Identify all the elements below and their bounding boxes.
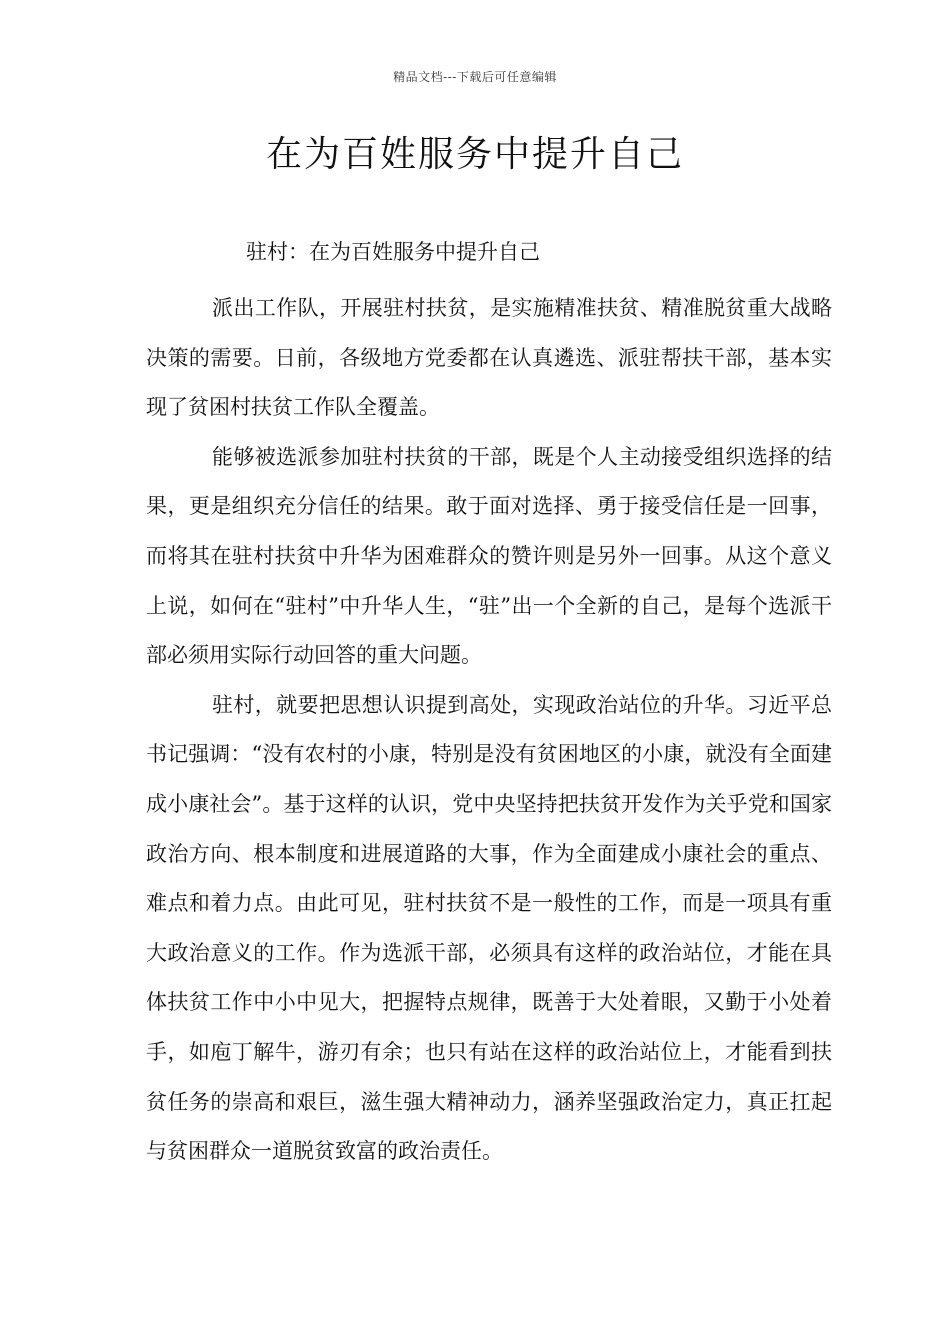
paragraph-3: 驻村，就要把思想认识提到高处，实现政治站位的升华。习近平总书记强调：“没有农村的小康，特别是没有贫困地区的小康，就没有全面建成小康社会”。基于这样的认识，党中央坚持把扶贫开发作为关乎党和国家政治方向、根本制度和进展道路的大事，作为全面建成小康社会的重点、难点和着力点。由此可见，驻村扶贫不是一般性的工作，而是一项具有重大政治意义的工作。作为选派干部，必须具有这样的政治站位，才能在具体扶贫工作中小中见大，把握特点规律，既善于大处着眼，又勤于小处着手，如庖丁解牛，游刃有余；也只有站在这样的政治站位上，才能看到扶贫任务的崇高和艰巨，滋生强大精神动力，涵养坚强政治定力，真正扛起与贫困群众一道脱贫致富的政治责任。 <box>146 692 832 1164</box>
document-body <box>146 234 832 1177</box>
document-title: 在为百姓服务中提升自己 <box>265 134 684 175</box>
header-note: 精品文档---下载后可任意编辑 <box>393 70 557 84</box>
paragraph-2: 能够被选派参加驻村扶贫的干部，既是个人主动接受组织选择的结果，更是组织充分信任的结果。敢于面对选择、勇于接受信任是一回事，而将其在驻村扶贫中升华为困难群众的赞许则是另外一回事。从这个意义上说，如何在“驻村”中升华人生，“驻”出一个全新的自己，是每个选派干部必须用实际行动回答的重大问题。 <box>146 444 832 668</box>
paragraph-1: 派出工作队，开展驻村扶贫，是实施精准扶贫、精准脱贫重大战略决策的需要。日前，各级地方党委都在认真遴选、派驻帮扶干部，基本实现了贫困村扶贫工作队全覆盖。 <box>146 296 832 420</box>
document-subtitle: 驻村：在为百姓服务中提升自己 <box>246 240 540 264</box>
